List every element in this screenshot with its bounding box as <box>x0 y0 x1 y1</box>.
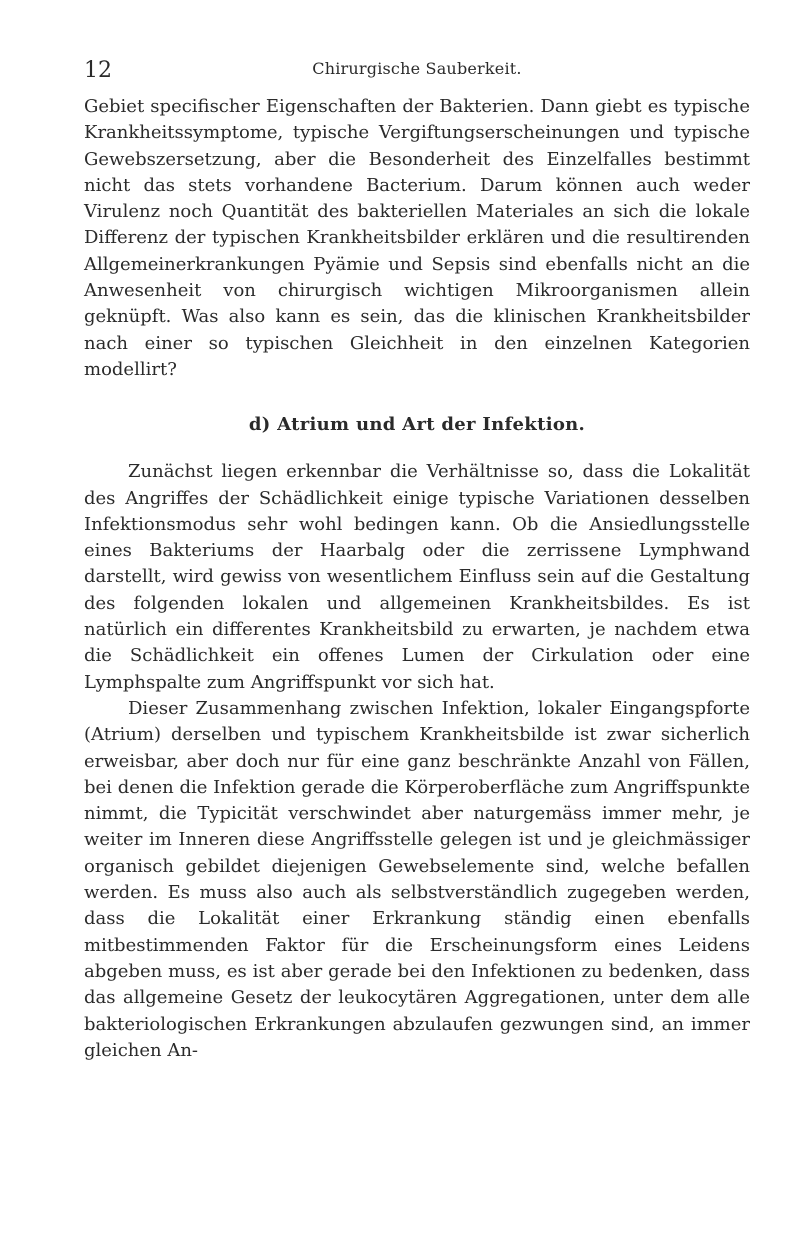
section-heading: d) Atrium und Art der Infektion. <box>248 414 586 436</box>
running-head <box>84 52 750 82</box>
body-paragraph: Dieser Zusammenhang zwischen Infektion, lokaler Eingangspforte (Atrium) derselben und typischem Krankheitsbilde ist zwar sicherlich erweisbar, aber doch nur für eine ganz beschränkte Anzahl von Fällen, bei denen die Infektion gerade die Körperoberfläche zum Angriffspunkte nimmt, die Typicität verschwindet aber naturgemäss immer mehr, je weiter im Inneren diese Angriffsstelle gelegen ist und je gleichmässiger organisch gebildet diejenigen Gewebselemente sind, welche befallen werden. Es muss also auch als selbstverständlich zugegeben werden, dass die Lokalität einer Erkrankung ständig einen ebenfalls mitbestimmenden Faktor für die Erscheinungsform eines Leidens abgeben muss, es ist aber gerade bei den Infektionen zu bedenken, dass das allgemeine Gesetz der leukocytären Aggregationen, unter dem alle bakteriologischen Erkrankungen abzulaufen gezwungen sind, an immer gleichen An- <box>84 697 750 1061</box>
body-paragraph: Zunächst liegen erkennbar die Verhältnisse so, dass die Lokalität des Angriffes der Schädlichkeit einige typische Variationen desselben Infektionsmodus sehr wohl bedingen kann. Ob die Ansiedlungsstelle eines Bakteriums der Haarbalg oder die zerrissene Lymphwand darstellt, wird gewiss von wesentlichem Einfluss sein auf die Gestaltung des folgenden lokalen und allgemeinen Krankheitsbildes. Es ist natürlich ein differentes Krankheitsbild zu erwarten, je nachdem etwa die Schädlichkeit ein offenes Lumen der Cirkulation oder eine Lymphspalte zum Angriffspunkt vor sich hat. <box>84 461 750 693</box>
body-paragraph: Gebiet specifischer Eigenschaften der Bakterien. Dann giebt es typische Krankheitssymptome, typische Vergiftungserscheinungen und typische Gewebszersetzung, aber die Besonderheit des Einzelfalles bestimmt nicht das stets vorhandene Bacterium. Darum können auch weder Virulenz noch Quantität des bakteriellen Materiales an sich die lokale Differenz der typischen Krankheitsbilder erklären und die resultirenden Allgemeinerkrankungen Pyämie und Sepsis sind ebenfalls nicht an die Anwesenheit von chirurgisch wichtigen Mikroorganismen allein geknüpft. Was also kann es sein, das die klinischen Krankheitsbilder nach einer so typischen Gleichheit in den einzelnen Kategorien modellirt? <box>84 96 750 380</box>
running-title: Chirurgische Sauberkeit. <box>312 59 522 78</box>
page-number: 12 <box>84 58 112 83</box>
book-page <box>84 52 750 1064</box>
